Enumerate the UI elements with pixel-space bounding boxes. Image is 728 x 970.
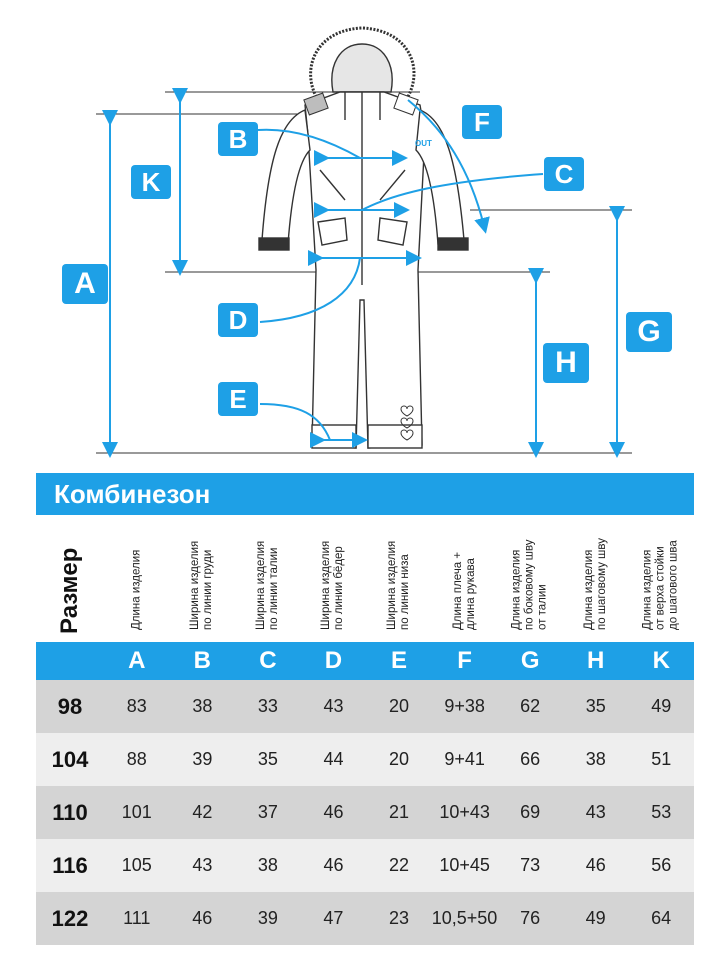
value-cell: 46 [323,802,344,822]
col-header-b: Ширина изделия по линии груди [189,540,215,630]
letter-f: F [457,647,472,674]
table-row [36,839,694,892]
table-title: Комбинезон [36,473,694,515]
value-cell: 9+41 [444,749,485,769]
value-cell: 43 [323,696,344,716]
value-cell: 83 [126,696,147,716]
table-row [36,786,694,839]
label-c: C [544,157,584,191]
size-cell: 104 [51,746,89,772]
letter-row [36,642,694,680]
value-cell: 66 [520,749,541,769]
label-e: E [218,382,258,416]
letter-b: B [193,647,212,674]
value-cell: 53 [651,802,672,822]
value-cell: 105 [121,855,152,875]
value-cell: 101 [121,802,152,822]
value-cell: 39 [257,908,278,928]
col-header-g: Длина изделия по боковому шву от талии [510,539,549,630]
size-cell: 122 [51,905,89,931]
letter-c: C [259,647,277,674]
size-cell: 116 [52,852,88,878]
table-row [36,892,694,945]
letter-d: D [324,647,343,674]
measurement-diagram [0,0,728,462]
label-a: A [62,264,108,304]
value-cell: 111 [123,908,151,928]
size-cell: 98 [57,693,83,719]
value-cell: 76 [520,908,541,928]
value-cell: 9+38 [444,696,485,716]
table-body [36,680,694,945]
jumpsuit-outline [259,92,468,448]
value-cell: 38 [192,696,213,716]
jumpsuit-drawing [0,0,728,462]
value-cell: 39 [192,749,213,769]
col-header-a: Длина изделия [130,549,143,630]
size-header: Размер [56,547,83,634]
value-cell: 73 [520,855,541,875]
label-h: H [543,343,589,383]
value-cell: 35 [585,696,606,716]
value-cell: 33 [257,696,278,716]
value-cell: 46 [323,855,344,875]
value-cell: 37 [257,802,278,822]
value-cell: 38 [257,855,278,875]
value-cell: 51 [651,749,672,769]
value-cell: 47 [323,908,344,928]
value-cell: 62 [520,696,541,716]
value-cell: 20 [389,749,410,769]
value-cell: 64 [651,908,672,928]
letter-h: H [587,647,605,674]
value-cell: 46 [192,908,213,928]
col-header-d: Ширина изделия по линии бёдер [320,540,346,630]
value-cell: 49 [585,908,606,928]
col-header-h: Длина изделия по шаговому шву [582,538,608,630]
value-cell: 46 [585,855,606,875]
label-d: D [218,303,258,337]
value-cell: 42 [192,802,213,822]
value-cell: 10+43 [439,802,490,822]
hood [311,28,414,100]
letter-a: A [128,647,146,674]
col-header-f: Длина плеча + длина рукава [451,551,477,630]
label-g: G [626,312,672,352]
table-row [36,680,694,733]
label-b: B [218,122,258,156]
value-cell: 38 [585,749,606,769]
label-f: F [462,105,502,139]
column-headers [36,515,694,642]
size-header-cell [36,515,104,642]
value-cell: 10+45 [439,855,490,875]
table-row [36,733,694,786]
value-cell: 69 [520,802,541,822]
letter-k: K [652,647,670,674]
value-cell: 49 [651,696,672,716]
value-cell: 43 [585,802,606,822]
value-cell: 35 [257,749,278,769]
value-cell: 43 [192,855,213,875]
label-k: K [131,165,171,199]
value-cell: 44 [323,749,344,769]
value-cell: 21 [389,802,410,822]
value-cell: 20 [389,696,410,716]
value-cell: 22 [389,855,410,875]
col-header-e: Ширина изделия по линии низа [386,540,412,630]
col-header-c: Ширина изделия по линии талии [254,540,280,630]
value-cell: 10,5+50 [431,908,498,928]
size-table [36,473,694,945]
letter-g: G [520,647,540,674]
brand-mark: OUT [415,139,432,148]
col-header-k: Длина изделия от верха стойки до шагового шва [641,540,680,630]
letter-e: E [391,647,408,674]
value-cell: 56 [651,855,672,875]
size-cell: 110 [52,799,88,825]
value-cell: 88 [126,749,147,769]
value-cell: 23 [388,908,409,928]
